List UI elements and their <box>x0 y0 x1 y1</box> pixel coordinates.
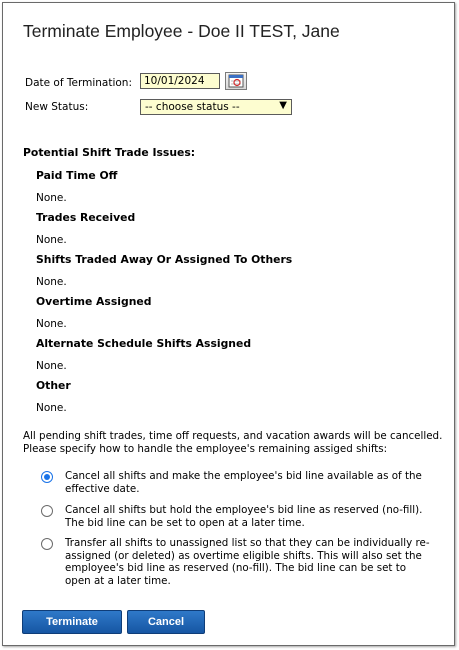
shift-handling-instructions: All pending shift trades, time off requests, and vacation awards will be cancelled. Please specify how to handle the employee's remaining assiged shifts: <box>23 430 443 455</box>
chevron-down-icon: ▼ <box>279 100 287 111</box>
issue-heading-other: Other <box>36 379 71 392</box>
issue-heading-shifts-traded-away: Shifts Traded Away Or Assigned To Others <box>36 253 293 266</box>
date-of-termination-label: Date of Termination: <box>25 77 132 89</box>
issue-heading-trades-received: Trades Received <box>36 211 136 224</box>
issue-value-other: None. <box>36 402 67 414</box>
option-label-cancel-make-available: Cancel all shifts and make the employee's bid line available as of the effective date. <box>65 470 422 495</box>
calendar-button[interactable] <box>225 72 247 90</box>
option-label-transfer-unassigned: Transfer all shifts to unassigned list so that they can be individually re-assigned (or deleted) as overtime eligible shifts. This will also set the employee's bid line as reserved (no-fill). The bid line can be set to open at a later time. <box>65 537 430 587</box>
issue-value-shifts-traded-away: None. <box>36 276 67 288</box>
radio-cancel-make-available[interactable] <box>41 471 53 483</box>
terminate-employee-dialog <box>2 2 455 646</box>
dialog-title: Terminate Employee - Doe II TEST, Jane <box>23 21 340 41</box>
option-label-cancel-hold-reserved: Cancel all shifts but hold the employee's bid line as reserved (no-fill). The bid line can be set to open at a later time. <box>65 504 423 529</box>
issue-value-trades-received: None. <box>36 234 67 246</box>
new-status-label: New Status: <box>25 101 89 113</box>
new-status-select[interactable] <box>140 99 292 115</box>
issue-value-alternate-schedule: None. <box>36 360 67 372</box>
calendar-icon <box>226 73 246 89</box>
issue-heading-alternate-schedule: Alternate Schedule Shifts Assigned <box>36 337 252 350</box>
radio-cancel-hold-reserved[interactable] <box>41 505 53 517</box>
shift-trade-issues-title: Potential Shift Trade Issues: <box>23 146 196 159</box>
radio-transfer-unassigned[interactable] <box>41 538 53 550</box>
issue-heading-overtime-assigned: Overtime Assigned <box>36 295 152 308</box>
issue-value-overtime-assigned: None. <box>36 318 67 330</box>
issue-value-paid-time-off: None. <box>36 192 67 204</box>
status-select-value: -- choose status -- <box>145 101 240 113</box>
issue-heading-paid-time-off: Paid Time Off <box>36 169 118 182</box>
termination-date-input[interactable]: 10/01/2024 <box>140 73 220 89</box>
terminate-button[interactable]: Terminate <box>22 610 122 634</box>
cancel-button[interactable]: Cancel <box>127 610 205 634</box>
